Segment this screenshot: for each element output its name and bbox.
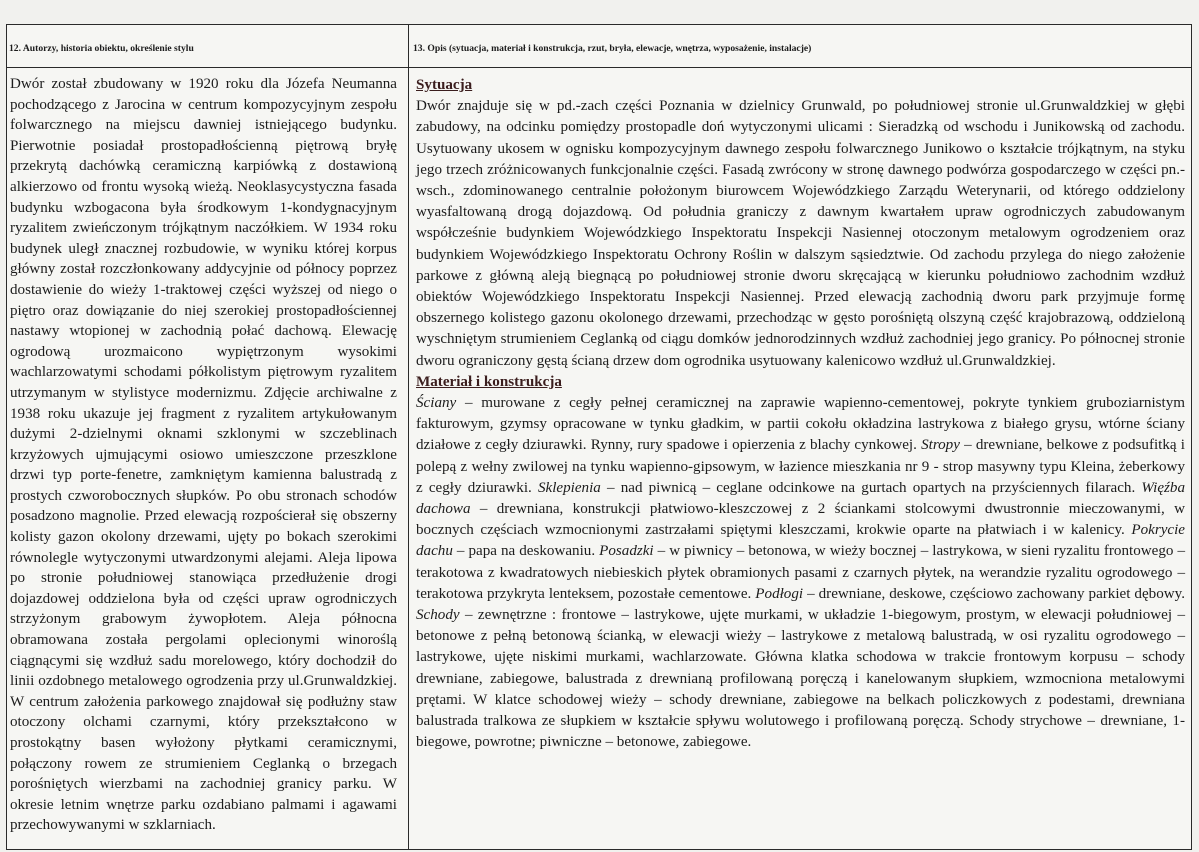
stairs-label: Schody — [416, 607, 460, 624]
section-12-header: 12. Autorzy, historia obiektu, określenie stylu — [9, 43, 194, 54]
boards-label: Podłogi — [755, 585, 804, 602]
situation-heading: Sytuacja — [416, 77, 473, 93]
truss-text: – drewniana, konstrukcji płatwiowo-kleszczowej z 2 ściankami stolcowymi dwustronnie mieczowanymi, w bocznych częściach wzmocnionymi zastrzałami spiętymi kleszczami, krokwie oparte na płatwiach i w kalenicy. — [416, 501, 1185, 539]
description-text-column — [416, 75, 1185, 754]
floors-label: Posadzki — [599, 543, 654, 560]
roofing-label: Pokrycie dachu — [416, 522, 1185, 560]
walls-text: – murowane z cegły pełnej ceramicznej na zaprawie wapienno-cementowej, pokryte tynkiem gruboziarnistym fakturowym, gzymsy opracowane w tynku gładkim, w partii cokołu okładzina lastrykowa z białego grysu, wtórne ściany działowe z cegły dziurawki. Rynny, rury spadowe i opierzenia z blachy cynkowej. — [416, 395, 1185, 454]
section-13-header: 13. Opis (sytuacja, materiał i konstrukcja, rzut, bryła, elewacje, wnętrza, wyposażenie, instalacje) — [413, 43, 812, 54]
stairs-text: – zewnętrzne : frontowe – lastrykowe, ujęte murkami, w układzie 1-biegowym, prostym, w elewacji południowej – betonowe z pełną betonową ścianką, w elewacji wieży – lastrykowe z metalową balustradą, w osi ryzalitu ogrodowego – lastrykowe, ujęte niskimi murkami, wachlarzowate. Główna klatka schodowa w trakcie frontowym korpusu – schody drewniane, zabiegowe, balustrada z drewnianą profilowaną poręczą i kanelowanym słupkiem, wzmocniona metalowymi prętami. W klatce schodowej wieży – schody drewniane, zabiegowe na belkach policzkowych z podestami, drewniana balustrada tralkowa ze słupkiem w kształcie spływu wolutowego i profilowaną poręczą. Schody strychowe – drewniane, 1-biegowe, powrotne; piwniczne – betonowe, zabiegowe. — [416, 607, 1185, 751]
header-divider — [7, 67, 1191, 68]
ceilings-text: – drewniane, belkowe z podsufitką i polepą z wełny zwilowej na tynku wapienno-gipsowym, w łazience mieszkania nr 9 - strop masywny typu Kleina, żeberkowy z cegły dziurawki. — [416, 437, 1185, 496]
floors-text: – w piwnicy – betonowa, w wieży bocznej – lastrykowa, w sieni ryzalitu frontowego – terakotowa z kwadratowych niebieskich płytek obramionych pasami z czarnych płytek, na werandzie ryzalitu ogrodowego – terakotowa przykryta lenteksem, pozostałe cementowe. — [416, 543, 1185, 602]
vaults-label: Sklepienia — [537, 479, 601, 496]
material-paragraph — [416, 393, 1185, 753]
ceilings-label: Stropy — [921, 437, 960, 454]
form-sheet — [6, 24, 1192, 850]
walls-label: Ściany — [416, 395, 457, 412]
situation-paragraph: Dwór znajduje się w pd.-zach części Poznania w dzielnicy Grunwald, po południowej stronie ul.Grunwaldzkiej w głębi zabudowy, na odcinku pomiędzy prostopadle doń wytyczonymi ulicami : Sieradzką od wschodu i Junikowską od zachodu. Usytuowany ukosem w ognisku kompozycyjnym dawnego zespołu folwarcznego Junikowo o kształcie trójkątnym, na styku jego trzech zróżnicowanych funkcjonalnie części. Fasadą zwrócony w stronę dawnego podwórza gospodarczego w części pn.-wsch., zdominowanego centralnie położonym biurowcem Wojewódzkiego Zarządu Weterynarii, od którego oddzielony wyasfaltowaną drogą dojazdową. Od południa graniczy z dawnym kwartałem upraw ogrodniczych zabudowanym współcześnie budynkiem Wojewódzkiego Inspektoratu Inspekcji Nasiennej otoczonym metalowym ogrodzeniem oraz budynkiem Wojewódzkiego Inspektoratu Ochrony Roślin w dalszym sąsiedztwie. Od zachodu przylega do niego założenie parkowe z główną aleją biegnącą po południowej stronie dworu skręcającą w kierunku południowo zachodnim wzdłuż obiektów Wojewódzkiego Inspektoratu Inspekcji Nasiennej. Przed elewacją zachodnią dworu park przyjmuje formę obszernego kolistego gazonu okolonego drzewami, przechodząc w gęsto porośniętą olszyną część krajobrazową, oddzieloną wyschniętym strumieniem Ceglanką od ciągu domków jednorodzinnych wzdłuż zachodniej jego granicy. Po północnej stronie dworu ograniczony gęstą ścianą drzew dom ogrodnika usytuowany kalenicowo wzdłuż ul.Grunwaldzkiej. — [416, 98, 1185, 369]
boards-text: – drewniane, deskowe, częściowo zachowany parkiet dębowy. — [803, 585, 1185, 602]
roofing-text: – papa na deskowaniu. — [452, 543, 600, 560]
vaults-text: – nad piwnicą – ceglane odcinkowe na gurtach opartych na przyściennych filarach. — [600, 479, 1142, 496]
column-divider — [408, 25, 409, 849]
truss-label: Więźba dachowa — [416, 479, 1185, 518]
history-paragraph: Dwór został zbudowany w 1920 roku dla Józefa Neumanna pochodzącego z Jarocina w centrum kompozycyjnym zespołu folwarcznego na miejscu dawniej istniejącego budynku. Pierwotnie posiadał prostopadłościenną piętrową bryłę przekrytą dachówką ceramiczną karpiówką z dostawioną alkierzowo od frontu wysoką wieżą. Neoklasycystyczna fasada budynku wzbogacona była środkowym 1-kondygnacyjnym ryzalitem zwieńczonym trójkątnym naczółkiem. W 1934 roku budynek uległ znacznej rozbudowie, w wyniku której korpus główny został rozczłonkowany addycyjnie od północy poprzez dostawienie do wieży 1-traktowej części wyższej od niego o piętro oraz dowiązanie do niej szerokiej prostopadłościennej nastawy wtopionej w zachodnią połać dachową. Elewację ogrodową urozmaicono wypiętrzonym wysokimi wachlarzowatymi schodami półkolistym piętrowym ryzalitem utrzymanym w stylistyce modernizmu. Zdjęcie archiwalne z 1938 roku ukazuje jej fragment z ryzalitem artykułowanym dużymi 2-dzielnymi oknami szklonymi w szczeblinach krzyżowych ujmującymi osiowo umieszczone przeszklone drzwi typ porte-fenetre, zamkniętym kamienna balustradą z prostych czworobocznych słupków. Po obu stronach schodów posadzono magnolie. Przed elewacją rozpościerał się obszerny kolisty gazon okolony drzewami, ujęty po bokach szerokimi równolegle wytyczonymi utwardzonymi alejami. Aleja lipowa po stronie południowej stanowiąca przedłużenie drogi dojazdowej oddzielona była od części upraw ogrodniczych strzyżonym grabowym żywopłotem. Aleja północna obramowana została pergolami oplecionymi winoroślą ciągnącymi się wzdłuż sadu morelowego, który dochodził do linii ozdobnego metalowego ogrodzenia przy ul.Grunwaldzkiej. W centrum założenia parkowego znajdował się podłużny staw otoczony olchami czarnymi, który przekształcono w prostokątny basen wyłożony płytkami ceramicznymi, połączony rowem ze strumieniem Ceglanką o brzegach porośniętych wierzbami na zachodniej granicy parku. W okresie letnim wnętrze parku ozdabiano palmami i agawami przechowywanymi w szklarniach. — [10, 76, 397, 834]
history-text-column — [10, 74, 397, 836]
material-heading: Materiał i konstrukcja — [416, 373, 562, 390]
